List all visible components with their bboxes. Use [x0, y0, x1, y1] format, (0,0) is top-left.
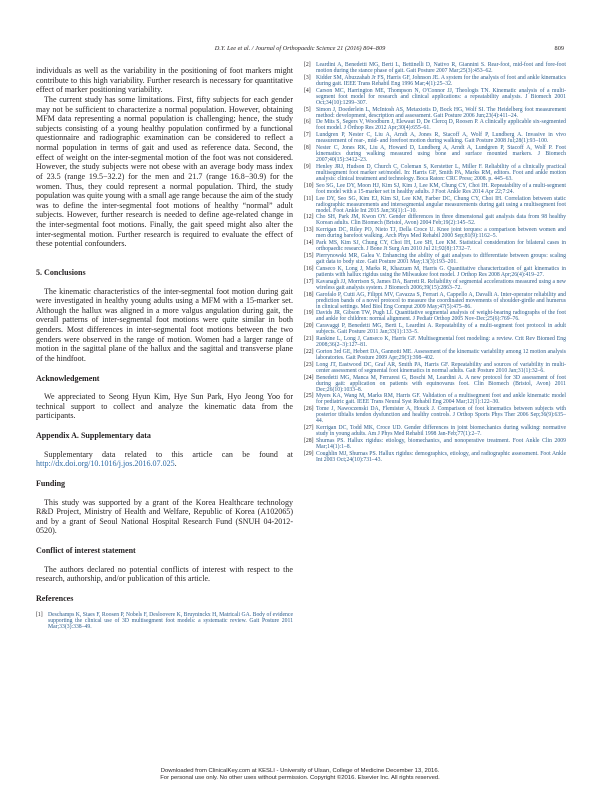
reference-item[interactable]: [304, 425, 566, 437]
reference-item[interactable]: [304, 438, 566, 450]
reference-item[interactable]: [304, 406, 566, 424]
appendix-heading: Appendix A. Supplementary data: [36, 431, 151, 440]
reference-number: [2]: [304, 62, 311, 68]
reference-number: [14]: [304, 240, 314, 247]
reference-text: Coughlin MJ, Shurnas PS. Hallux rigidus: demographics, etiology, and radiographic assessment. Foot Ankle Int 2003 Oct;24(10):731–43.: [316, 450, 566, 463]
reference-text: De Mits S, Segers V, Woodburn J, Elewaut D, De Clercq D, Roosen P. A clinically applicable six-segmented foot model. J Orthop Res 2012 Apr;30(4):655–61.: [316, 119, 566, 132]
reference-text: Deschamps K, Staes F, Roosen P, Nobels F, Desloovere K, Bruyninckx H, Matricali GA. Body of evidence supporting the clinical use of 3D multisegment foot models: a systematic review. Gait Posture 2011 Mar;33(3):338–49.: [48, 611, 293, 630]
reference-item[interactable]: [304, 253, 566, 265]
reference-text: Myers KA, Wang M, Marks RM, Harris GF. Validation of a multisegment foot and ankle kinematic model for pediatric gait. IEEE Trans Neural Syst Rehabil Eng 2004 Mar;12(1):122–30.: [316, 393, 566, 406]
reference-text: Henley JRJ, Hudson D, Church C, Coleman S, Kerstetter L, Miller F. Reliability of a clinically practical multisegment foot marker set/model. In: Harris GF, Smith PA, Marks RM, editors. Foot and ankle motion analysis: clinical treatment and technology. Boca Raton: CRC Press; 2008. p. 445–63.: [316, 163, 566, 182]
conclusions-heading: 5. Conclusions: [36, 267, 86, 277]
reference-text: Shurnas PS. Hallux rigidus: etiology, biomechanics, and nonoperative treatment. Foot Ankle Clin 2009 Mar;14(1):1–8.: [316, 437, 566, 450]
reference-number: [29]: [304, 450, 314, 457]
reference-number: [24]: [304, 374, 314, 381]
reference-item[interactable]: [304, 279, 566, 291]
conclusions-paragraph: The kinematic characteristics of the inter-segmental foot motion during gait were investigated in healthy young adults using a MFM with a 15-marker set. Although the hallux was aligned in a more valgus angulation during gait, the overall patterns of inter-segmental foot motions were quite similar in both genders. Most differences in inter-segmental foot motions between the two genders were observed in the range of motion. Women had a larger range of motion in the sagittal plane of the hallux and the sagittal and transverse plane of the hindfoot.: [36, 286, 293, 363]
reference-item[interactable]: [304, 362, 566, 374]
footer-line-2: For personal use only. No other uses without permission. Copyright ©2016. Elsevier Inc. All rights reserved.: [160, 774, 440, 781]
references-heading: References: [36, 593, 74, 603]
reference-number: [18]: [304, 291, 314, 298]
reference-text: Kerrigan DC, Riley PO, Nieto TJ, Della Croce U. Knee joint torques: a comparison between women and men during barefoot walking. Arch Phys Med Rehabil 2000 Sep;81(9):1162–5.: [316, 227, 566, 240]
reference-number: [6]: [304, 119, 311, 126]
reference-text: Garofalo P, Cutti AG, Filippi MV, Cavazza S, Ferrari A, Cappello A, Davalli A. Inter-operator reliability and prediction bands of a novel protocol to measure the coordinated movements of shoulder-girdle and humerus in clinical settings. Med Biol Eng Comput 2009 May;47(5):475–86.: [316, 291, 566, 310]
download-footer: [0, 768, 600, 781]
reference-item[interactable]: [304, 145, 566, 163]
reference-number: [23]: [304, 361, 314, 368]
reference-text: Pierrynowski MR, Galea V. Enhancing the ability of gait analyses to differentiate between groups: scaling gait data to body size. Gait Posture 2001 May;13(3):193–201.: [316, 252, 566, 265]
reference-text: Davids JR, Gibson TW, Pugh LI. Quantitative segmental analysis of weight-bearing radiographs of the foot and ankle for children: normal alignment. J Pediatr Orthop 2005 Nov-Dec;25(6):769–76.: [316, 310, 566, 323]
reference-item[interactable]: [304, 62, 566, 74]
acknowledgement-heading: Acknowledgement: [36, 373, 100, 383]
reference-text: Long JT, Eastwood DC, Graf AR, Smith PA, Harris GF. Repeatability and sources of variability in multi-center assessment of segmental foot kinematics in normal adults. Gait Posture 2010 Jan;31(1):32–6.: [316, 361, 566, 374]
reference-number: [15]: [304, 252, 314, 259]
reference-text: Simon J, Doederlein L, McIntosh AS, Metaxiotis D, Bock HG, Wolf SI. The Heidelberg foot measurement method: development, description and assessment. Gait Posture 2006 Jun;23(4):411–24.: [316, 106, 566, 119]
reference-number: [7]: [304, 132, 311, 139]
reference-number: [1]: [36, 611, 43, 618]
reference-number: [13]: [304, 227, 314, 234]
reference-item[interactable]: [304, 107, 566, 119]
reference-text: Benedetti MG, Manca M, Ferraresi G, Boschi M, Leardini A. A new protocol for 3D assessment of foot during gait: application on patients with equinovarus foot. Clin Biomech (Bristol, Avon) 2011 Dec;26(10):1033–8.: [316, 374, 566, 393]
limitations-paragraph: The current study has some limitations. First, fifty subjects for each gender may not be sufficient to characterize a normal population. However, obtaining MFM data representing a normal population is challenging; hence, the study subjects consisting of a young healthy population confirmed by a functional questionnaire and radiographic examination can be considered to reflect a normal population in terms of gait and used as reference data. Second, the effect of weight on the inter-segmental motion of the foot was not considered. However, the study subjects were not obese with an average body mass index of 23.5 (range 19.5−32.2) for the men and 21.7 (range 16.8−30.9) for the women. Thus, they could represent a normal population. Third, the study population was quite young with a small age range because the aim of the study was to define the inter-segmental foot motions of healthy “normal” adult subjects. However, further research is needed to define age-related change in the inter-segmental foot motions. Finally, the gait speed might also alter the inter-segmental motion. Further research is required to evaluate the effect of these potential confounders.: [36, 94, 293, 249]
reference-item[interactable]: [304, 393, 566, 405]
running-title: D.Y. Lee et al. / Journal of Orthopaedic Science 21 (2016) 804–809: [214, 45, 386, 52]
reference-number: [25]: [304, 393, 314, 400]
reference-number: [9]: [304, 163, 311, 170]
body-paragraph: individuals as well as the variability in the positioning of foot markers might contribute to this high variability. Further research is necessary for quantitative effect of marker positioning variability.: [36, 66, 293, 95]
references-list-left: [36, 612, 293, 630]
reference-text: Tome J, Nawoczenski DA, Flemister A, Houck J. Comparison of foot kinematics between subjects with posterior tibialis tendon dysfunction and healthy controls. J Orthop Sports Phys Ther 2006 Sep;36(9):635–44.: [316, 406, 566, 425]
reference-item[interactable]: [304, 132, 566, 144]
reference-number: [5]: [304, 106, 311, 113]
reference-item[interactable]: [304, 349, 566, 361]
reference-item[interactable]: [304, 240, 566, 252]
running-header: [36, 45, 564, 57]
reference-text: Nester C, Jones RK, Liu A, Howard D, Lundberg A, Arndt A, Lundgren P, Stacoff A, Wolf P. Foot kinematics during walking measured using bone and surface mounted markers. J Biomech 2007;40(15):3412–23.: [316, 145, 566, 164]
reference-number: [11]: [304, 195, 314, 202]
reference-number: [16]: [304, 265, 314, 272]
reference-item[interactable]: [304, 266, 566, 278]
reference-text: Leardini A, Benedetti MG, Berti L, Bettinelli D, Nativo R, Giannini S. Rear-foot, mid-foot and fore-foot motion during the stance phase of gait. Gait Posture 2007 Mar;25(3):453–62.: [316, 62, 566, 74]
reference-item[interactable]: [304, 292, 566, 310]
reference-number: [20]: [304, 323, 314, 330]
supplementary-data-link[interactable]: http://dx.doi.org/10.1016/j.jos.2016.07.025: [36, 459, 175, 469]
reference-number: [22]: [304, 348, 314, 355]
reference-item[interactable]: [304, 75, 566, 87]
reference-item[interactable]: [304, 164, 566, 182]
reference-text: Cho SH, Park JM, Kwon OY. Gender differences in three dimensional gait analysis data from 98 healthy Korean adults. Clin Biomech (Bristol, Avon) 2004 Feb;19(2):145–52.: [316, 214, 566, 227]
acknowledgement-paragraph: We appreciated to Seong Hyun Kim, Hye Sun Park, Hyo Jeong Yoo for technical support to collect and analyze the kinematic data from the participants.: [36, 392, 293, 421]
reference-item[interactable]: [304, 227, 566, 239]
reference-item[interactable]: [304, 323, 566, 335]
reference-number: [27]: [304, 425, 314, 432]
reference-text: Rankine L, Long J, Canseco K, Harris GF. Multisegmental foot modeling: a review. Crit Rev Biomed Eng 2008;36(2–3):127–81.: [316, 336, 566, 349]
reference-text: Lee DY, Seo SG, Kim EJ, Kim SJ, Lee KM, Farber DC, Chung CY, Choi IH. Correlation between static radiographic measurements and intersegmental angular measurements during gait using a multisegment foot model. Foot Ankle Int 2015 Jan;36(1):1–10.: [316, 195, 566, 214]
reference-text: Kavanagh JJ, Morrison S, James DA, Barrett R. Reliability of segmental accelerations measured using a new wireless gait analysis system. J Biomech 2006;39(15):2863–72.: [316, 278, 566, 291]
reference-item[interactable]: [304, 336, 566, 348]
funding-heading: Funding: [36, 478, 66, 488]
reference-text: Kidder SM, Abuzzahab Jr FS, Harris GF, Johnson JE. A system for the analysis of foot and ankle kinematics during gait. IEEE Trans Rehabil Eng 1996 Mar;4(1):25–32.: [316, 74, 566, 87]
reference-number: [4]: [304, 87, 311, 94]
reference-item[interactable]: [304, 214, 566, 226]
reference-item[interactable]: [304, 119, 566, 131]
reference-text: Carson MC, Harrington ME, Thompson N, O'Connor JJ, Theologis TN. Kinematic analysis of a multi-segment foot model for research and clinical applications: a repeatability analysis. J Biomech 2001 Oct;34(10):1299–307.: [316, 87, 566, 106]
reference-item[interactable]: [304, 375, 566, 393]
reference-number: [28]: [304, 437, 314, 444]
reference-number: [10]: [304, 182, 314, 189]
reference-item[interactable]: [304, 196, 566, 214]
reference-item[interactable]: [36, 612, 293, 630]
references-list-right: [304, 62, 566, 464]
appendix-text: Supplementary data related to this article can be found at: [44, 449, 293, 459]
reference-text: Canseco K, Long J, Marks R, Khazzam M, Harris G. Quantitative characterization of gait kinematics in patients with hallux rigidus using the Milwaukee foot model. J Orthop Res 2008 Apr;26(4):419–27.: [316, 265, 566, 278]
appendix-paragraph: Supplementary data related to this article can be found at http://dx.doi.org/10.1016/j.jos.2016.07.025.: [36, 449, 293, 469]
page-number: 809: [554, 45, 564, 52]
reference-text: Kerrigan DC, Todd MK, Croce UD. Gender differences in joint biomechanics during walking: normative study in young adults. Am J Phys Med Rehabil 1998 Jan-Feb;77(1):2–7.: [316, 425, 566, 438]
reference-text: Lundgren P, Nester C, Liu A, Arndt A, Jones R, Stacoff A, Wolf P, Lundberg A. Invasive in vivo measurement of rear-, mid- and forefoot motion during walking. Gait Posture 2008 Jul;28(1):93–100.: [316, 132, 566, 145]
reference-text: Park MS, Kim SJ, Chung CY, Choi IH, Lee SH, Lee KM. Statistical consideration for bilateral cases in orthopaedic research. J Bone Jt Surg Am 2010 Jul 21;92(8):1732–7.: [316, 240, 566, 253]
reference-text: Gorton 3rd GE, Hebert DA, Gannotti ME. Assessment of the kinematic variability among 12 motion analysis laboratories. Gait Posture 2009 Apr;29(3):398–402.: [316, 348, 566, 361]
reference-item[interactable]: [304, 88, 566, 106]
conflict-of-interest-heading: Conflict of interest statement: [36, 546, 136, 555]
reference-number: [21]: [304, 336, 314, 343]
reference-item[interactable]: [304, 310, 566, 322]
reference-item[interactable]: [304, 183, 566, 195]
footer-line-1: Downloaded from ClinicalKey.com at KESLI - University of Ulsan, College of Medicine December 13, 2016.: [160, 768, 440, 774]
reference-item[interactable]: [304, 451, 566, 463]
reference-number: [3]: [304, 74, 311, 81]
reference-number: [26]: [304, 406, 314, 413]
funding-paragraph: This study was supported by a grant of the Korea Healthcare technology R&D Project, Ministry of Health and Welfare, Republic of Korea (A102065) and by a grant of Seoul National Hospital Research Fund (SNUH 04-2012-0520).: [36, 497, 293, 536]
reference-text: Caravaggi P, Benedetti MG, Berti L, Leardini A. Repeatability of a multi-segment foot protocol in adult subjects. Gait Posture 2011 Jan;33(1):133–5.: [316, 323, 566, 336]
reference-number: [12]: [304, 214, 314, 221]
reference-text: Seo SG, Lee DY, Moon HJ, Kim SJ, Kim J, Lee KM, Chung CY, Choi IH. Repeatability of a multi-segment foot model with a 15-marker set in healthy adults. J Foot Ankle Res 2014 Apr 22;7:24.: [316, 182, 566, 195]
left-column: [36, 66, 293, 630]
reference-number: [17]: [304, 278, 314, 285]
reference-number: [8]: [304, 145, 311, 152]
reference-number: [19]: [304, 310, 314, 317]
conflict-of-interest-paragraph: The authors declared no potential conflicts of interest with respect to the research, authorship, and/or publication of this article.: [36, 564, 293, 584]
